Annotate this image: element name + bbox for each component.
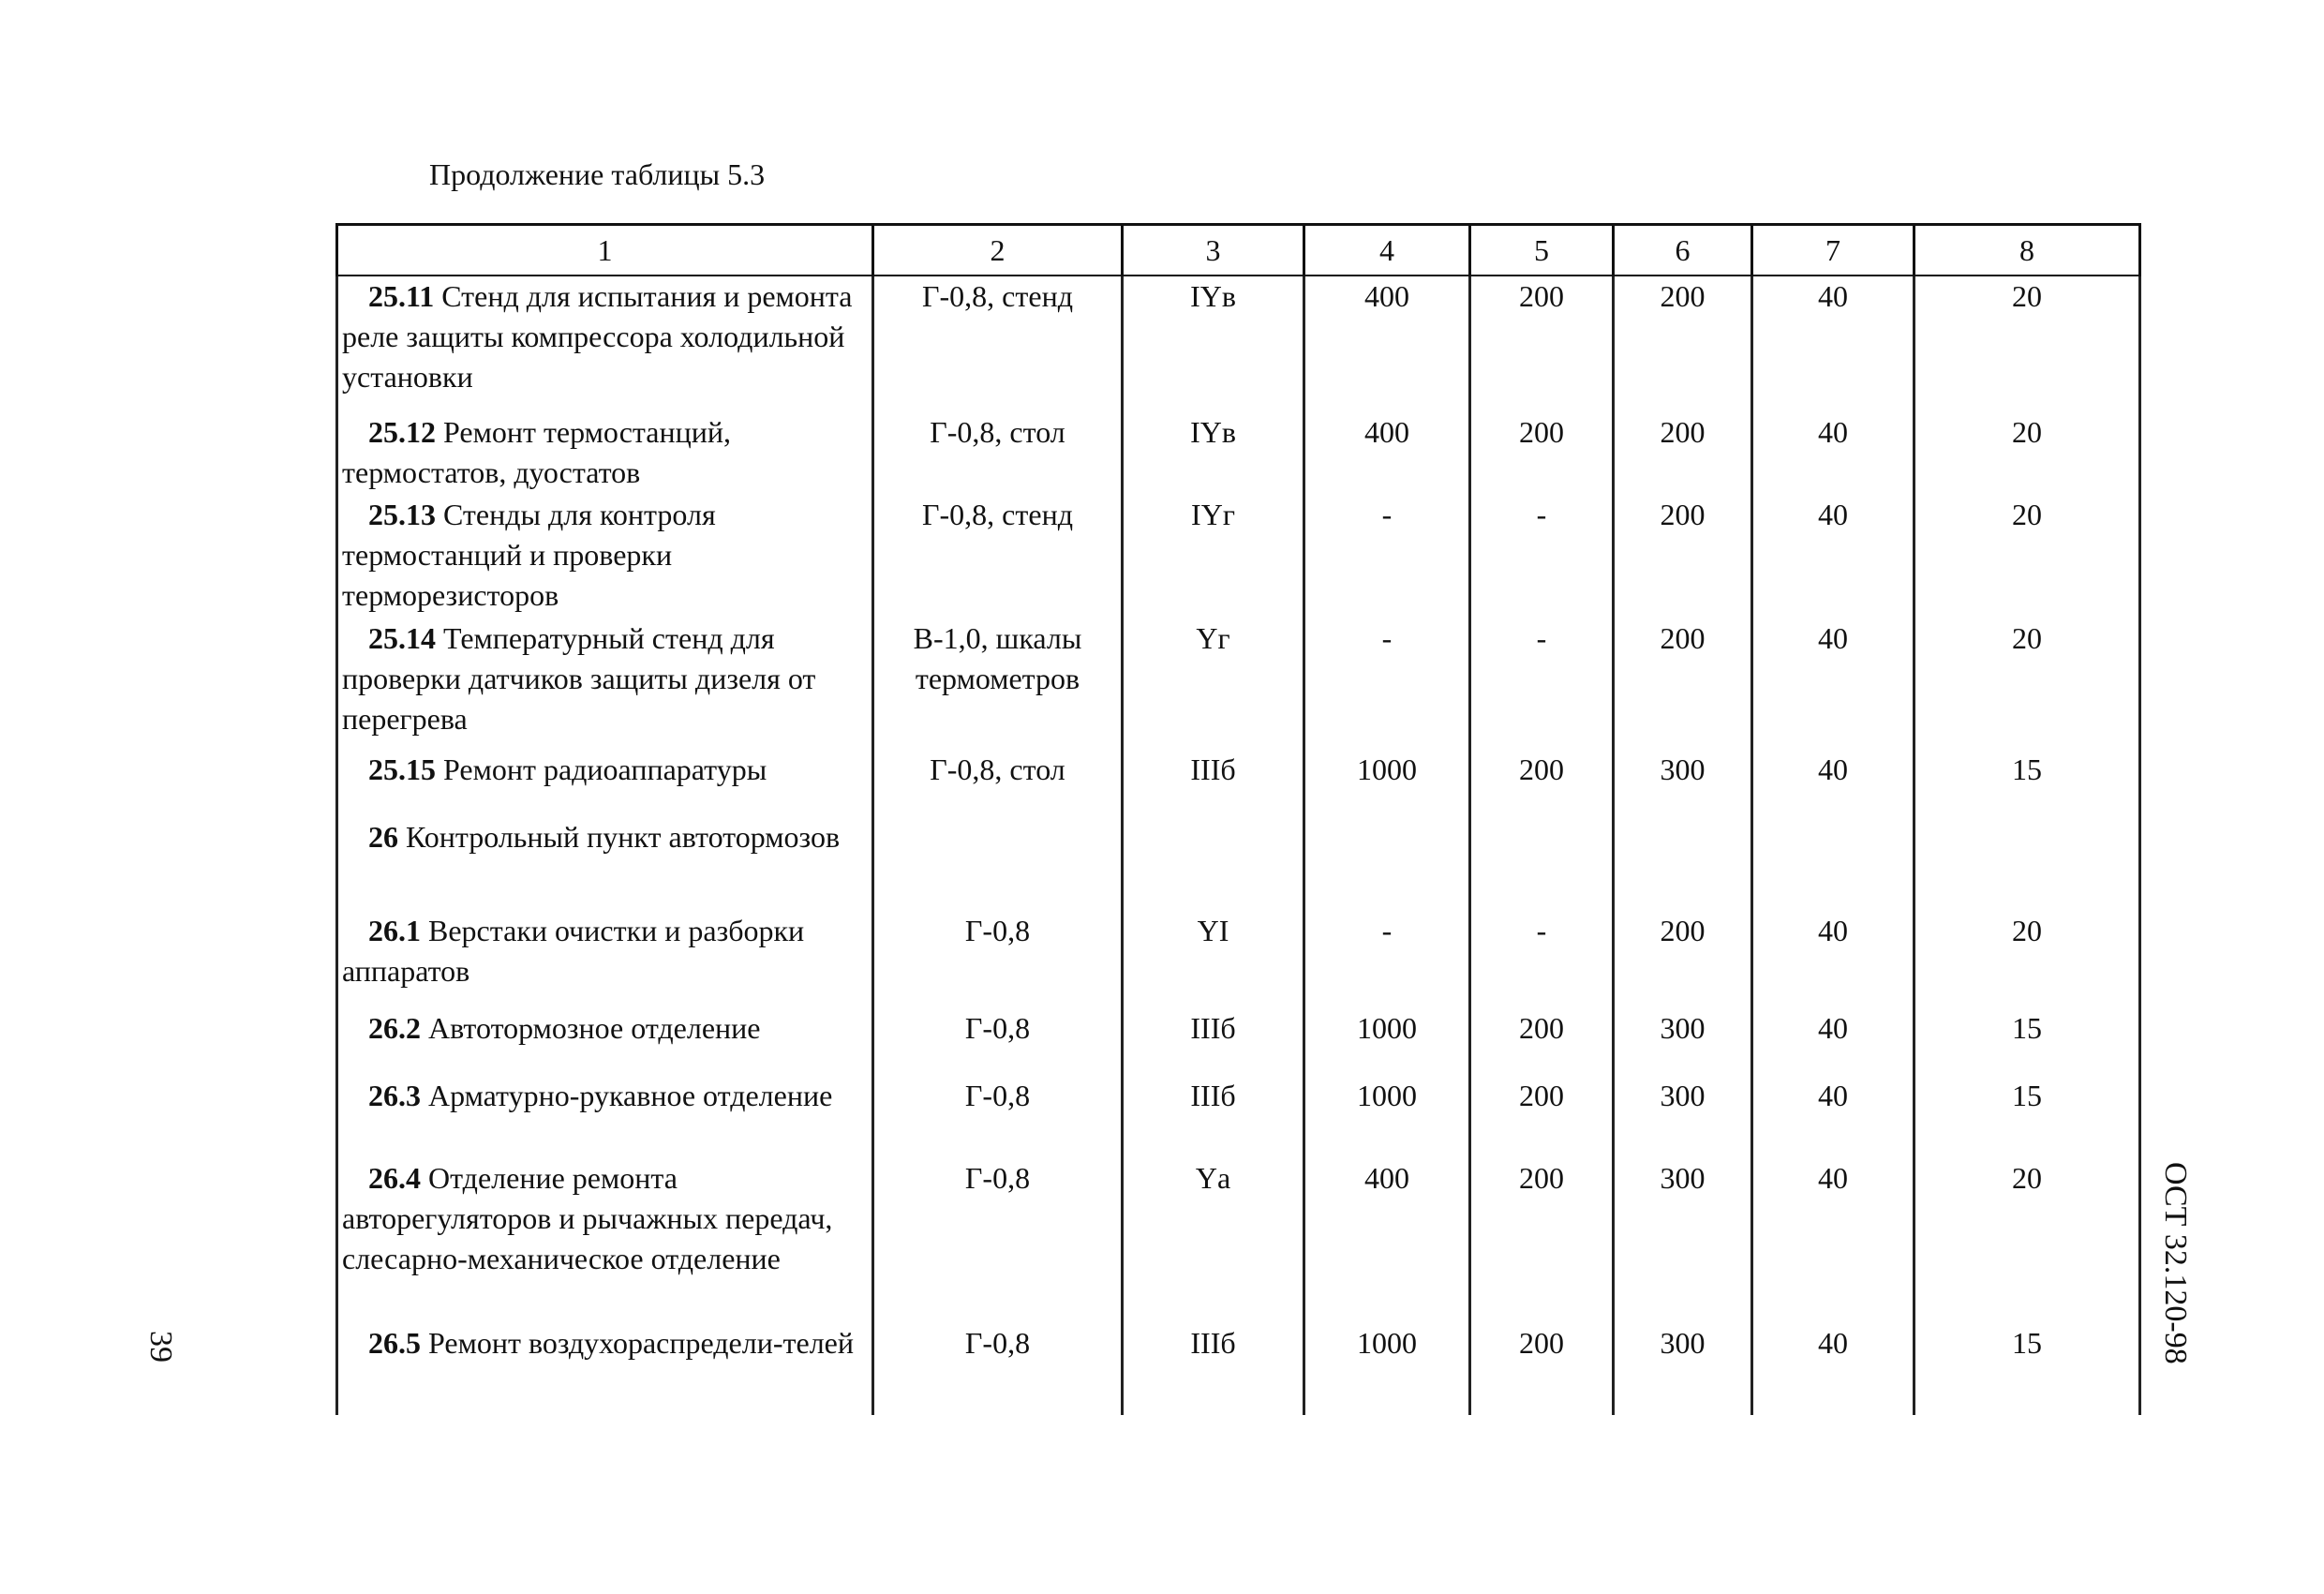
table-caption: Продолжение таблицы 5.3: [429, 157, 766, 191]
cell-col5: 200: [1470, 1008, 1614, 1076]
cell-col5: -: [1470, 911, 1614, 1008]
row-number: 26.2: [368, 1011, 421, 1045]
cell-col4: -: [1304, 495, 1470, 618]
cell-col7: [1752, 817, 1914, 911]
row-name: Отделение ремонта авторегуляторов и рычажных передач, слесарно-механическое отделение: [342, 1161, 833, 1275]
cell-col2: Г-0,8: [873, 1323, 1123, 1415]
cell-col6: 200: [1614, 911, 1752, 1008]
cell-col7: 40: [1752, 1076, 1914, 1158]
cell-col3: Yг: [1123, 618, 1304, 750]
row-number: 26: [368, 820, 398, 854]
cell-col8: 20: [1914, 618, 2140, 750]
row-name: Температурный стенд для проверки датчиков защиты дизеля от перегрева: [342, 621, 816, 736]
cell-col5: 200: [1470, 276, 1614, 412]
cell-col4: 400: [1304, 412, 1470, 495]
cell-col5: -: [1470, 618, 1614, 750]
table-row: [337, 750, 2140, 817]
cell-col2: Г-0,8, стол: [873, 750, 1123, 817]
cell-col4: 1000: [1304, 750, 1470, 817]
cell-col2: Г-0,8, стол: [873, 412, 1123, 495]
row-name-cell: [337, 276, 873, 412]
table-row: [337, 276, 2140, 412]
cell-col3: IYв: [1123, 276, 1304, 412]
cell-col2: Г-0,8, стенд: [873, 495, 1123, 618]
table-row: [337, 412, 2140, 495]
row-number: 26.1: [368, 914, 421, 947]
cell-col8: 15: [1914, 1076, 2140, 1158]
cell-col7: 40: [1752, 495, 1914, 618]
cell-col3: Yа: [1123, 1158, 1304, 1323]
row-name-cell: [337, 1076, 873, 1158]
cell-col7: 40: [1752, 618, 1914, 750]
cell-col4: 400: [1304, 276, 1470, 412]
row-name: Арматурно-рукавное отделение: [428, 1079, 833, 1112]
document-code: ОСТ 32.120-98: [2158, 1162, 2193, 1364]
table-row: [337, 495, 2140, 618]
cell-col6: 200: [1614, 495, 1752, 618]
cell-col6: 300: [1614, 1008, 1752, 1076]
cell-col5: 200: [1470, 1323, 1614, 1415]
cell-col7: 40: [1752, 412, 1914, 495]
row-name-cell: [337, 618, 873, 750]
row-number: 25.12: [368, 415, 436, 449]
cell-col4: -: [1304, 618, 1470, 750]
cell-col2: Г-0,8: [873, 911, 1123, 1008]
column-header-2: 2: [873, 225, 1123, 276]
cell-col3: IIIб: [1123, 1008, 1304, 1076]
cell-col6: 300: [1614, 1076, 1752, 1158]
cell-col6: 300: [1614, 1323, 1752, 1415]
cell-col2: В-1,0, шкалы термометров: [873, 618, 1123, 750]
cell-col4: 1000: [1304, 1323, 1470, 1415]
data-table-container: [335, 223, 2138, 1415]
row-number: 25.11: [368, 279, 435, 313]
cell-col6: 200: [1614, 412, 1752, 495]
column-header-5: 5: [1470, 225, 1614, 276]
row-number: 26.4: [368, 1161, 421, 1195]
cell-col4: [1304, 817, 1470, 911]
cell-col5: [1470, 817, 1614, 911]
column-header-1: 1: [337, 225, 873, 276]
cell-col6: 200: [1614, 618, 1752, 750]
cell-col6: 200: [1614, 276, 1752, 412]
row-name: Ремонт воздухораспредели-телей: [428, 1326, 854, 1360]
row-name-cell: [337, 911, 873, 1008]
row-name-cell: [337, 1008, 873, 1076]
row-number: 26.3: [368, 1079, 421, 1112]
cell-col5: 200: [1470, 1158, 1614, 1323]
row-name-cell: [337, 495, 873, 618]
table-row: [337, 618, 2140, 750]
cell-col8: 20: [1914, 495, 2140, 618]
table-row: [337, 1008, 2140, 1076]
row-number: 25.15: [368, 752, 436, 786]
cell-col5: 200: [1470, 412, 1614, 495]
cell-col7: 40: [1752, 276, 1914, 412]
cell-col6: [1614, 817, 1752, 911]
column-header-4: 4: [1304, 225, 1470, 276]
cell-col5: -: [1470, 495, 1614, 618]
column-header-3: 3: [1123, 225, 1304, 276]
row-name: Ремонт радиоаппаратуры: [443, 752, 767, 786]
cell-col8: 15: [1914, 750, 2140, 817]
cell-col5: 200: [1470, 750, 1614, 817]
cell-col8: 20: [1914, 276, 2140, 412]
cell-col3: IIIб: [1123, 750, 1304, 817]
cell-col6: 300: [1614, 1158, 1752, 1323]
table-row: [337, 1323, 2140, 1415]
row-name: Ремонт термостанций, термостатов, дуостатов: [342, 415, 731, 489]
cell-col2: Г-0,8: [873, 1008, 1123, 1076]
row-number: 26.5: [368, 1326, 421, 1360]
row-name-cell: [337, 817, 873, 911]
page-number: 39: [143, 1331, 178, 1363]
row-name-cell: [337, 1158, 873, 1323]
data-table: [335, 223, 2141, 1415]
cell-col7: 40: [1752, 1158, 1914, 1323]
row-name: Стенд для испытания и ремонта реле защиты компрессора холодильной установки: [342, 279, 853, 394]
cell-col7: 40: [1752, 911, 1914, 1008]
row-name-cell: [337, 1323, 873, 1415]
row-name: Автотормозное отделение: [428, 1011, 761, 1045]
row-name-cell: [337, 412, 873, 495]
cell-col2: [873, 817, 1123, 911]
row-name: Верстаки очистки и разборки аппаратов: [342, 914, 805, 988]
cell-col3: IYг: [1123, 495, 1304, 618]
table-row: [337, 1076, 2140, 1158]
table-row-section: [337, 817, 2140, 911]
cell-col8: 15: [1914, 1008, 2140, 1076]
row-number: 25.14: [368, 621, 436, 655]
row-name-cell: [337, 750, 873, 817]
cell-col3: [1123, 817, 1304, 911]
cell-col2: Г-0,8, стенд: [873, 276, 1123, 412]
cell-col7: 40: [1752, 1323, 1914, 1415]
cell-col6: 300: [1614, 750, 1752, 817]
cell-col3: YI: [1123, 911, 1304, 1008]
table-row: [337, 911, 2140, 1008]
table-row: [337, 1158, 2140, 1323]
cell-col8: [1914, 817, 2140, 911]
cell-col7: 40: [1752, 750, 1914, 817]
cell-col3: IYв: [1123, 412, 1304, 495]
cell-col5: 200: [1470, 1076, 1614, 1158]
cell-col7: 40: [1752, 1008, 1914, 1076]
cell-col4: 1000: [1304, 1076, 1470, 1158]
cell-col8: 20: [1914, 1158, 2140, 1323]
cell-col8: 15: [1914, 1323, 2140, 1415]
row-name: Стенды для контроля термостанций и проверки терморезисторов: [342, 498, 716, 612]
cell-col8: 20: [1914, 412, 2140, 495]
cell-col2: Г-0,8: [873, 1158, 1123, 1323]
cell-col4: 400: [1304, 1158, 1470, 1323]
cell-col2: Г-0,8: [873, 1076, 1123, 1158]
table-header-row: [337, 225, 2140, 276]
cell-col3: IIIб: [1123, 1076, 1304, 1158]
column-header-6: 6: [1614, 225, 1752, 276]
column-header-7: 7: [1752, 225, 1914, 276]
cell-col3: IIIб: [1123, 1323, 1304, 1415]
row-number: 25.13: [368, 498, 436, 531]
column-header-8: 8: [1914, 225, 2140, 276]
cell-col4: -: [1304, 911, 1470, 1008]
row-name: Контрольный пункт автотормозов: [406, 820, 841, 854]
cell-col8: 20: [1914, 911, 2140, 1008]
cell-col4: 1000: [1304, 1008, 1470, 1076]
